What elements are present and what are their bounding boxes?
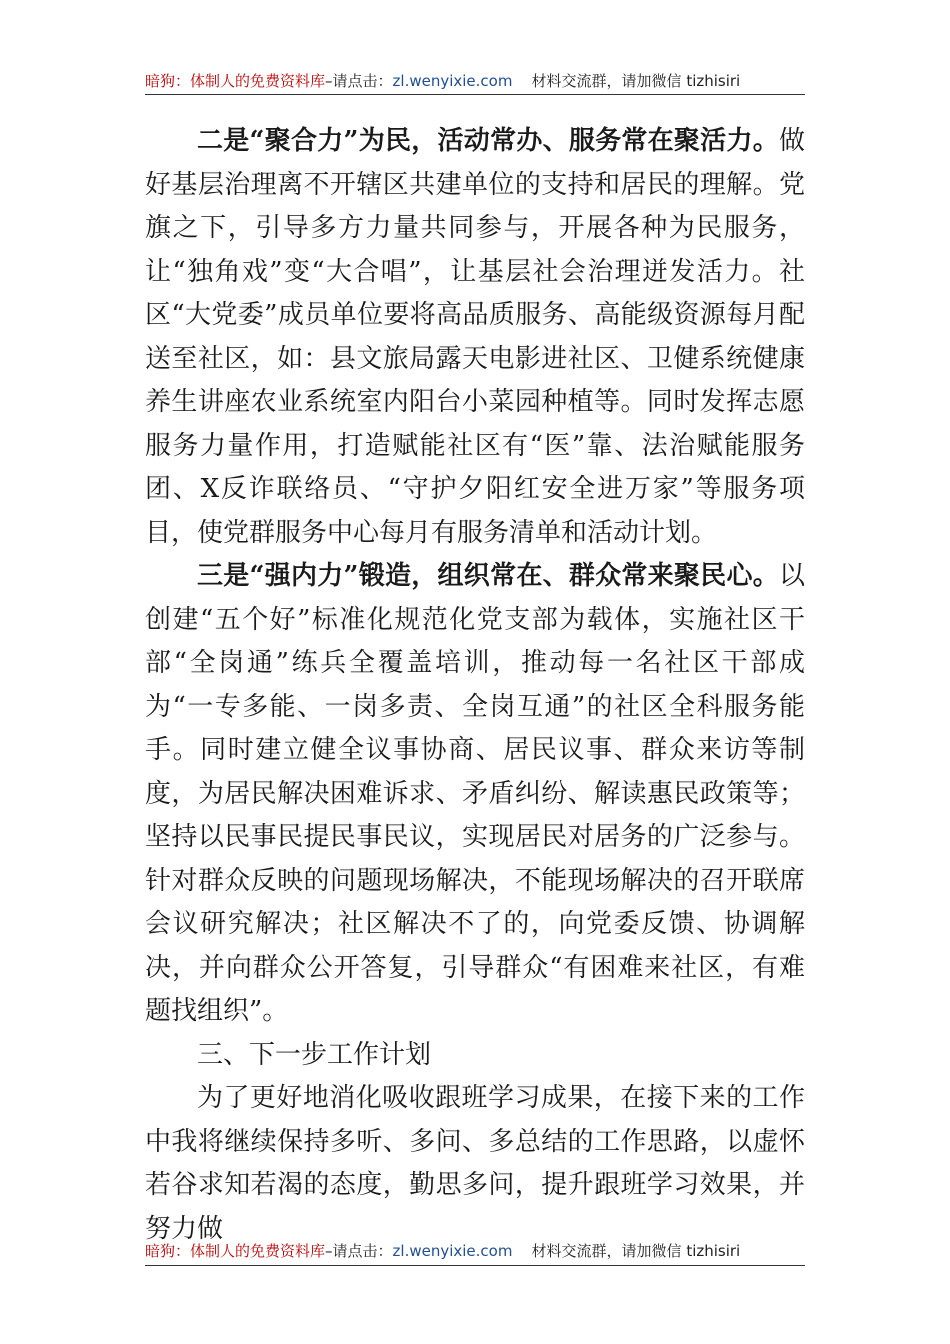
paragraph-2-lead: 三是“强内力”锻造，组织常在、群众常来聚民心。 — [197, 561, 779, 591]
header-url-link[interactable]: zl.wenyixie.com — [392, 72, 513, 90]
footer-click-prompt: –请点击： — [325, 1242, 393, 1260]
paragraph-2 — [145, 555, 805, 1034]
paragraph-1 — [145, 120, 805, 555]
document-body — [145, 120, 805, 1251]
footer-url-link[interactable]: zl.wenyixie.com — [392, 1242, 513, 1260]
header-contact: 材料交流群，请加微信 tizhisiri — [531, 72, 741, 90]
paragraph-1-lead: 二是“聚合力”为民，活动常办、服务常在聚活力。 — [197, 126, 779, 156]
footer-banner — [145, 1240, 805, 1262]
section-heading: 三、下一步工作计划 — [197, 1039, 432, 1070]
paragraph-3: 为了更好地消化吸收跟班学习成果，在接下来的工作中我将继续保持多听、多问、多总结的工作思路，以虚怀若谷求知若渴的态度，勤思多问，提升跟班学习效果，并努力做 — [145, 1083, 805, 1244]
header-click-prompt: –请点击： — [325, 72, 393, 90]
header-banner — [145, 70, 805, 92]
paragraph-2-text: 以创建“五个好”标准化规范化党支部为载体，实施社区干部“全岗通”练兵全覆盖培训，推动每一名社区干部成为“一专多能、一岗多责、全岗互通”的社区全科服务能手。同时建立健全议事协商、居民议事、群众来访等制度，为居民解决困难诉求、矛盾纠纷、解读惠民政策等；坚持以民事民提民事民议，实现居民对居务的广泛参与。针对群众反映的问题现场解决，不能现场解决的召开联席会议研究解决；社区解决不了的，向党委反馈、协调解决，并向群众公开答复，引导群众“有困难来社区，有难题找组织”。 — [145, 561, 805, 1026]
footer-site-name: 暗狗：体制人的免费资料库 — [145, 1242, 326, 1260]
footer-contact: 材料交流群，请加微信 tizhisiri — [531, 1242, 741, 1260]
header-site-name: 暗狗：体制人的免费资料库 — [145, 72, 326, 90]
paragraph-1-text: 做好基层治理离不开辖区共建单位的支持和居民的理解。党旗之下，引导多方力量共同参与，开展各种为民服务，让“独角戏”变“大合唱”，让基层社会治理迸发活力。社区“大党委”成员单位要将高品质服务、高能级资源每月配送至社区，如：县文旅局露天电影进社区、卫健系统健康养生讲座农业系统室内阳台小菜园种植等。同时发挥志愿服务力量作用，打造赋能社区有“医”靠、法治赋能服务团、X反诈联络员、“守护夕阳红安全进万家”等服务项目，使党群服务中心每月有服务清单和活动计划。 — [145, 126, 805, 548]
header-divider — [145, 94, 805, 95]
footer-divider — [145, 1265, 805, 1266]
